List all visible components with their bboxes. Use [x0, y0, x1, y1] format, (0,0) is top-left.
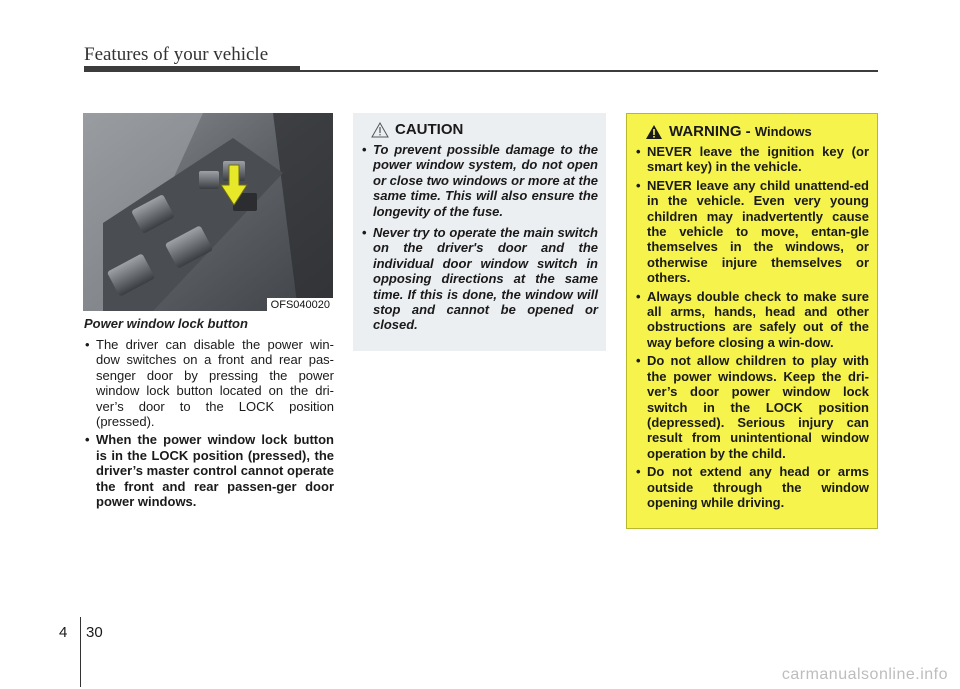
warning-list [635, 144, 869, 510]
watermark: carmanualsonline.info [781, 666, 948, 683]
caution-heading: CAUTION [395, 121, 464, 138]
chapter-number: 4 [59, 624, 68, 641]
page-number-divider [80, 617, 81, 687]
header-rule-thin [300, 70, 878, 72]
warning-item: • Do not extend any head or arms outside through the window opening while driving. [635, 464, 869, 510]
warning-item: • NEVER leave any child unattend-ed in the vehicle. Even very young children may inadvertently cause the vehicle to move, entan-gle themselves in the windows, or otherwise injure themselves or others. [635, 178, 869, 286]
warning-subheading: Windows [754, 124, 812, 139]
caution-triangle-icon [371, 122, 389, 138]
caution-item: • Never try to operate the main switch on the driver's door and the individual door window switch in opposing directions at the same time. If this is done, the window will stop and cannot be opened or closed. [361, 225, 598, 333]
caution-list [361, 142, 598, 333]
body-text-list [84, 337, 334, 512]
warning-triangle-icon [645, 124, 663, 140]
header-rule-thick [84, 66, 300, 72]
warning-box [626, 113, 878, 529]
body-item: • The driver can disable the power win-dow switches on a front and rear pas-senger door by pressing the power window lock button located on the dri-ver’s door to the LOCK position (pressed). [84, 337, 334, 429]
header-title: Features of your vehicle [84, 44, 269, 65]
figure-code: OFS040020 [267, 298, 333, 311]
page-number: 30 [86, 624, 103, 641]
warning-heading-row [635, 123, 869, 140]
window-switch-photo [83, 113, 333, 311]
caution-box [353, 113, 606, 351]
warning-item: • Do not allow children to play with the power windows. Keep the dri-ver’s door power window lock switch in the LOCK position (depressed). Serious injury can result from unintentional window operation by the child. [635, 353, 869, 461]
warning-heading: WARNING - [669, 123, 751, 140]
body-item-emphasis: • When the power window lock button is in the LOCK position (pressed), the driver’s master control cannot operate the front and rear passen-ger door power windows. [84, 432, 334, 509]
figure-caption: Power window lock button [84, 316, 248, 331]
warning-item: • NEVER leave the ignition key (or smart key) in the vehicle. [635, 144, 869, 175]
caution-item: • To prevent possible damage to the power window system, do not open or close two windows or more at the same time. This will also ensure the longevity of the fuse. [361, 142, 598, 219]
warning-item: • Always double check to make sure all arms, hands, head and other obstructions are safely out of the way before closing a win-dow. [635, 289, 869, 351]
caution-heading-row [361, 121, 598, 138]
window-switch-illustration [83, 113, 333, 311]
